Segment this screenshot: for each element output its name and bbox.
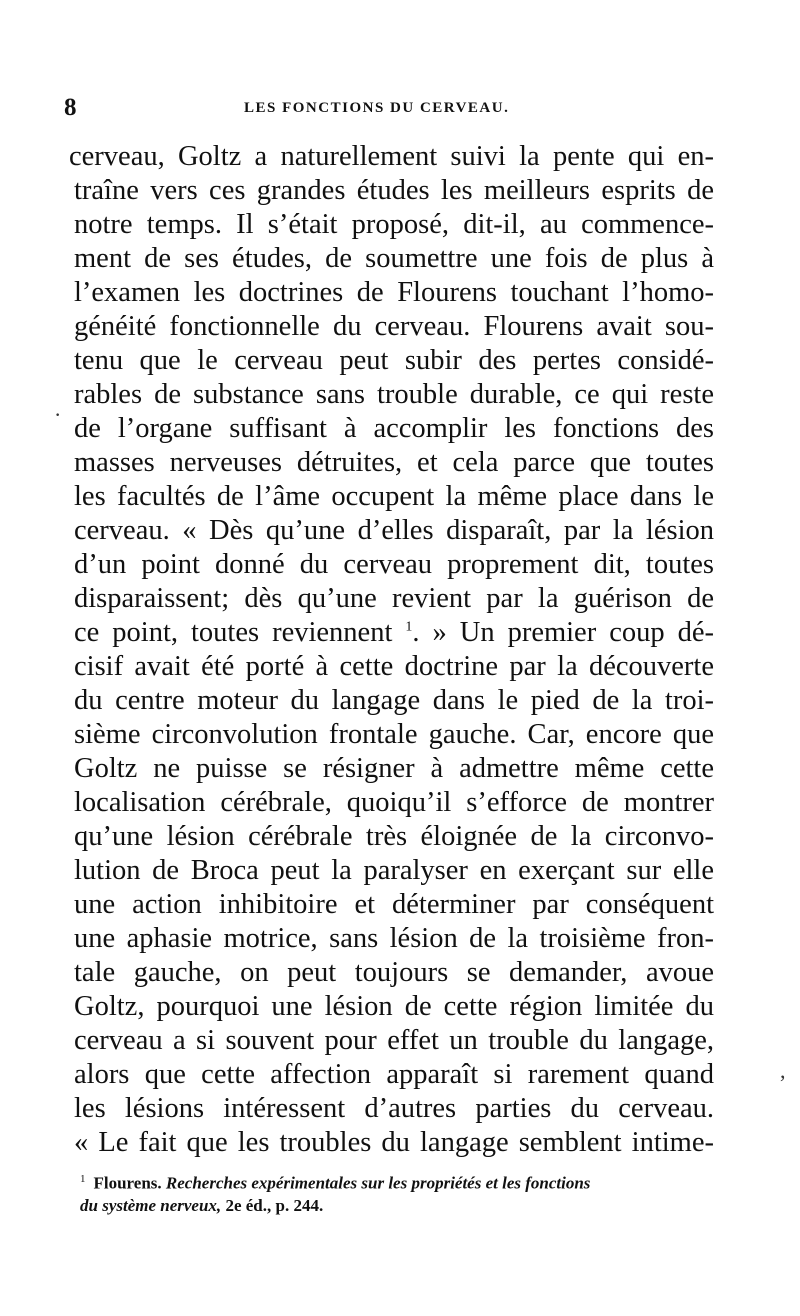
margin-mark: · xyxy=(54,402,62,427)
text-line: ment de ses études, de soumettre une fois de plus à xyxy=(74,243,714,274)
footnote-reference: 1 xyxy=(405,619,413,635)
text-line: notre temps. Il s’était proposé, dit-il, au commence- xyxy=(74,209,714,240)
footnote-title: Recherches expérimentales sur les propriétés et les fonctions xyxy=(165,1173,591,1193)
text-line: cerveau, Goltz a naturellement suivi la pente qui en- xyxy=(69,141,714,172)
text-line: qu’une lésion cérébrale très éloignée de la circonvo- xyxy=(74,821,714,852)
text-line: traîne vers ces grandes études les meilleurs esprits de xyxy=(74,175,714,206)
text-line: « Le fait que les troubles du langage semblent intime- xyxy=(74,1127,714,1158)
text-line-with-footnote-ref xyxy=(74,616,714,650)
text-line: une action inhibitoire et déterminer par conséquent xyxy=(74,889,714,920)
text-line: tale gauche, on peut toujours se demander, avoue xyxy=(74,957,714,988)
running-head xyxy=(64,94,704,124)
footnote-author: Flourens. xyxy=(93,1173,162,1193)
footnote-line xyxy=(80,1195,720,1217)
text-line: d’un point donné du cerveau proprement dit, toutes xyxy=(74,549,714,580)
running-title: LES FONCTIONS DU CERVEAU. xyxy=(244,100,510,116)
text-line: cisif avait été porté à cette doctrine par la découverte xyxy=(74,651,714,682)
text-line: lution de Broca peut la paralyser en exerçant sur elle xyxy=(74,855,714,886)
text-line: les lésions intéressent d’autres parties du cerveau. xyxy=(74,1093,714,1124)
text-line: tenu que le cerveau peut subir des pertes considé- xyxy=(74,345,714,376)
text-line: du centre moteur du langage dans le pied de la troi- xyxy=(74,685,714,716)
text-line: Goltz ne puisse se résigner à admettre même cette xyxy=(74,753,714,784)
text-line: localisation cérébrale, quoiqu’il s’efforce de montrer xyxy=(74,787,714,818)
body-text xyxy=(69,140,714,1160)
text-line: les facultés de l’âme occupent la même place dans le xyxy=(74,481,714,512)
footnote-marker: 1 xyxy=(80,1173,86,1185)
text-line: cerveau a si souvent pour effet un trouble du langage, xyxy=(74,1025,714,1056)
text-line: l’examen les doctrines de Flourens touchant l’homo- xyxy=(74,277,714,308)
text-line: alors que cette affection apparaît si rarement quand xyxy=(74,1059,714,1090)
text-line: disparaissent; dès qu’une revient par la guérison de xyxy=(74,583,714,614)
footnote-line xyxy=(80,1168,720,1195)
text-line: une aphasie motrice, sans lésion de la troisième fron- xyxy=(74,923,714,954)
margin-mark: , xyxy=(780,1058,786,1083)
footnote-title-cont: du système nerveux, xyxy=(80,1195,222,1215)
text-line: de l’organe suffisant à accomplir les fonctions des xyxy=(74,413,714,444)
text-line: généité fonctionnelle du cerveau. Flourens avait sou- xyxy=(74,311,714,342)
text-line: cerveau. « Dès qu’une d’elles disparaît, par la lésion xyxy=(74,515,714,546)
text-line: rables de substance sans trouble durable, ce qui reste xyxy=(74,379,714,410)
page-number: 8 xyxy=(64,94,77,121)
footnote xyxy=(80,1168,720,1217)
text-line-end: . » Un premier coup dé- xyxy=(412,617,714,648)
text-line: masses nerveuses détruites, et cela parce que toutes xyxy=(74,447,714,478)
text-line: Goltz, pourquoi une lésion de cette région limitée du xyxy=(74,991,714,1022)
footnote-edition: 2e éd., p. 244. xyxy=(225,1195,324,1215)
text-line: sième circonvolution frontale gauche. Car, encore que xyxy=(74,719,714,750)
text-line-start: ce point, toutes reviennent xyxy=(74,617,393,648)
